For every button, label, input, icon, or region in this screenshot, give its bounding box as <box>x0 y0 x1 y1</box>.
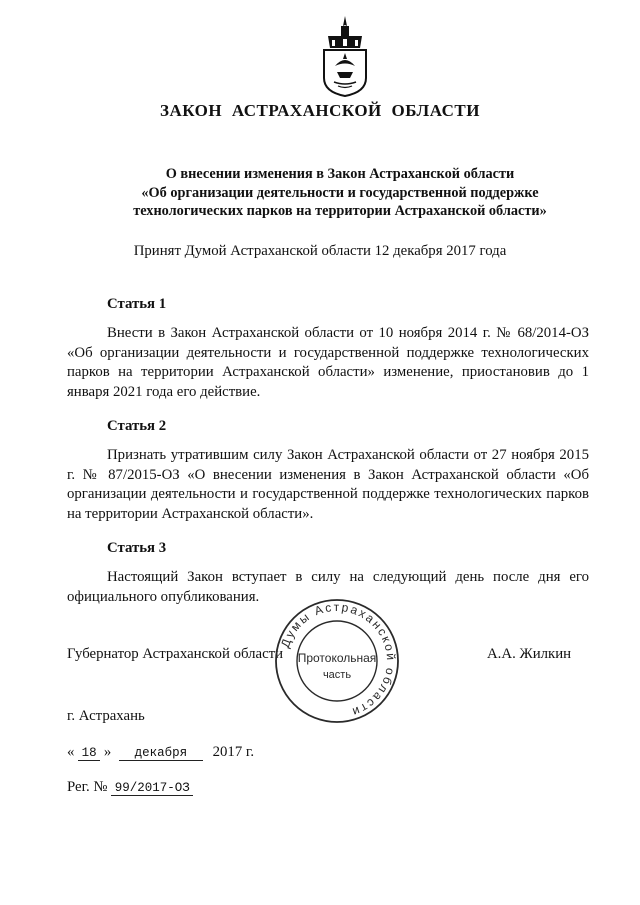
article-2-title: Статья 2 <box>107 418 167 434</box>
registration-line <box>67 779 193 796</box>
article-1-body <box>67 324 589 402</box>
article-1-text: Внести в Закон Астраханской области от 10 ноября 2014 г. № 68/2014-ОЗ «Об организации деятельности и государственной поддержке технологических парков на территории Астраханской области» изменение, приостановив до 1 января 2021 года его действие. <box>67 325 589 400</box>
subject-line-3: технологических парков на территории Астраханской области» <box>133 203 547 219</box>
official-seal-stamp <box>274 598 400 724</box>
date-year: 2017 г. <box>212 744 255 760</box>
seal-center-line-2: часть <box>322 669 352 681</box>
subject-line-2: «Об организации деятельности и государственной поддержке <box>141 184 539 201</box>
date-open-quote: « <box>67 744 75 760</box>
article-1-title: Статья 1 <box>107 296 167 312</box>
date-line <box>67 744 254 761</box>
date-close-quote: » <box>103 744 112 760</box>
date-day: 18 <box>78 746 100 761</box>
subject-line-1: О внесении изменения в Закон Астраханской области <box>165 166 515 182</box>
registration-number: 99/2017-ОЗ <box>111 781 193 796</box>
article-2-text: Признать утратившим силу Закон Астраханской области от 27 ноября 2015 г. № 87/2015-ОЗ «О внесении изменения в Закон Астраханской области «Об организации деятельности и государственной поддержке технологических парков на территории Астраханской области». <box>67 447 589 522</box>
adoption-note: Принят Думой Астраханской области 12 декабря 2017 года <box>133 243 507 259</box>
article-2-body <box>67 446 589 524</box>
seal-center-line-1: Протокольная <box>297 651 377 665</box>
article-3-title: Статья 3 <box>107 540 167 556</box>
governor-name: А.А. Жилкин <box>487 646 572 662</box>
article-3-text: Настоящий Закон вступает в силу на следующий день после дня его официального опубликования. <box>67 569 589 605</box>
law-subject <box>90 165 590 221</box>
date-month: декабря <box>119 746 203 761</box>
city-line: г. Астрахань <box>67 708 145 724</box>
seal-ring-text: Думы Астраханской области <box>277 599 399 720</box>
law-title: ЗАКОН АСТРАХАНСКОЙ ОБЛАСТИ <box>159 101 480 120</box>
registration-label: Рег. № <box>67 779 108 795</box>
coat-of-arms-emblem <box>316 14 374 98</box>
governor-title: Губернатор Астраханской области <box>67 646 284 662</box>
